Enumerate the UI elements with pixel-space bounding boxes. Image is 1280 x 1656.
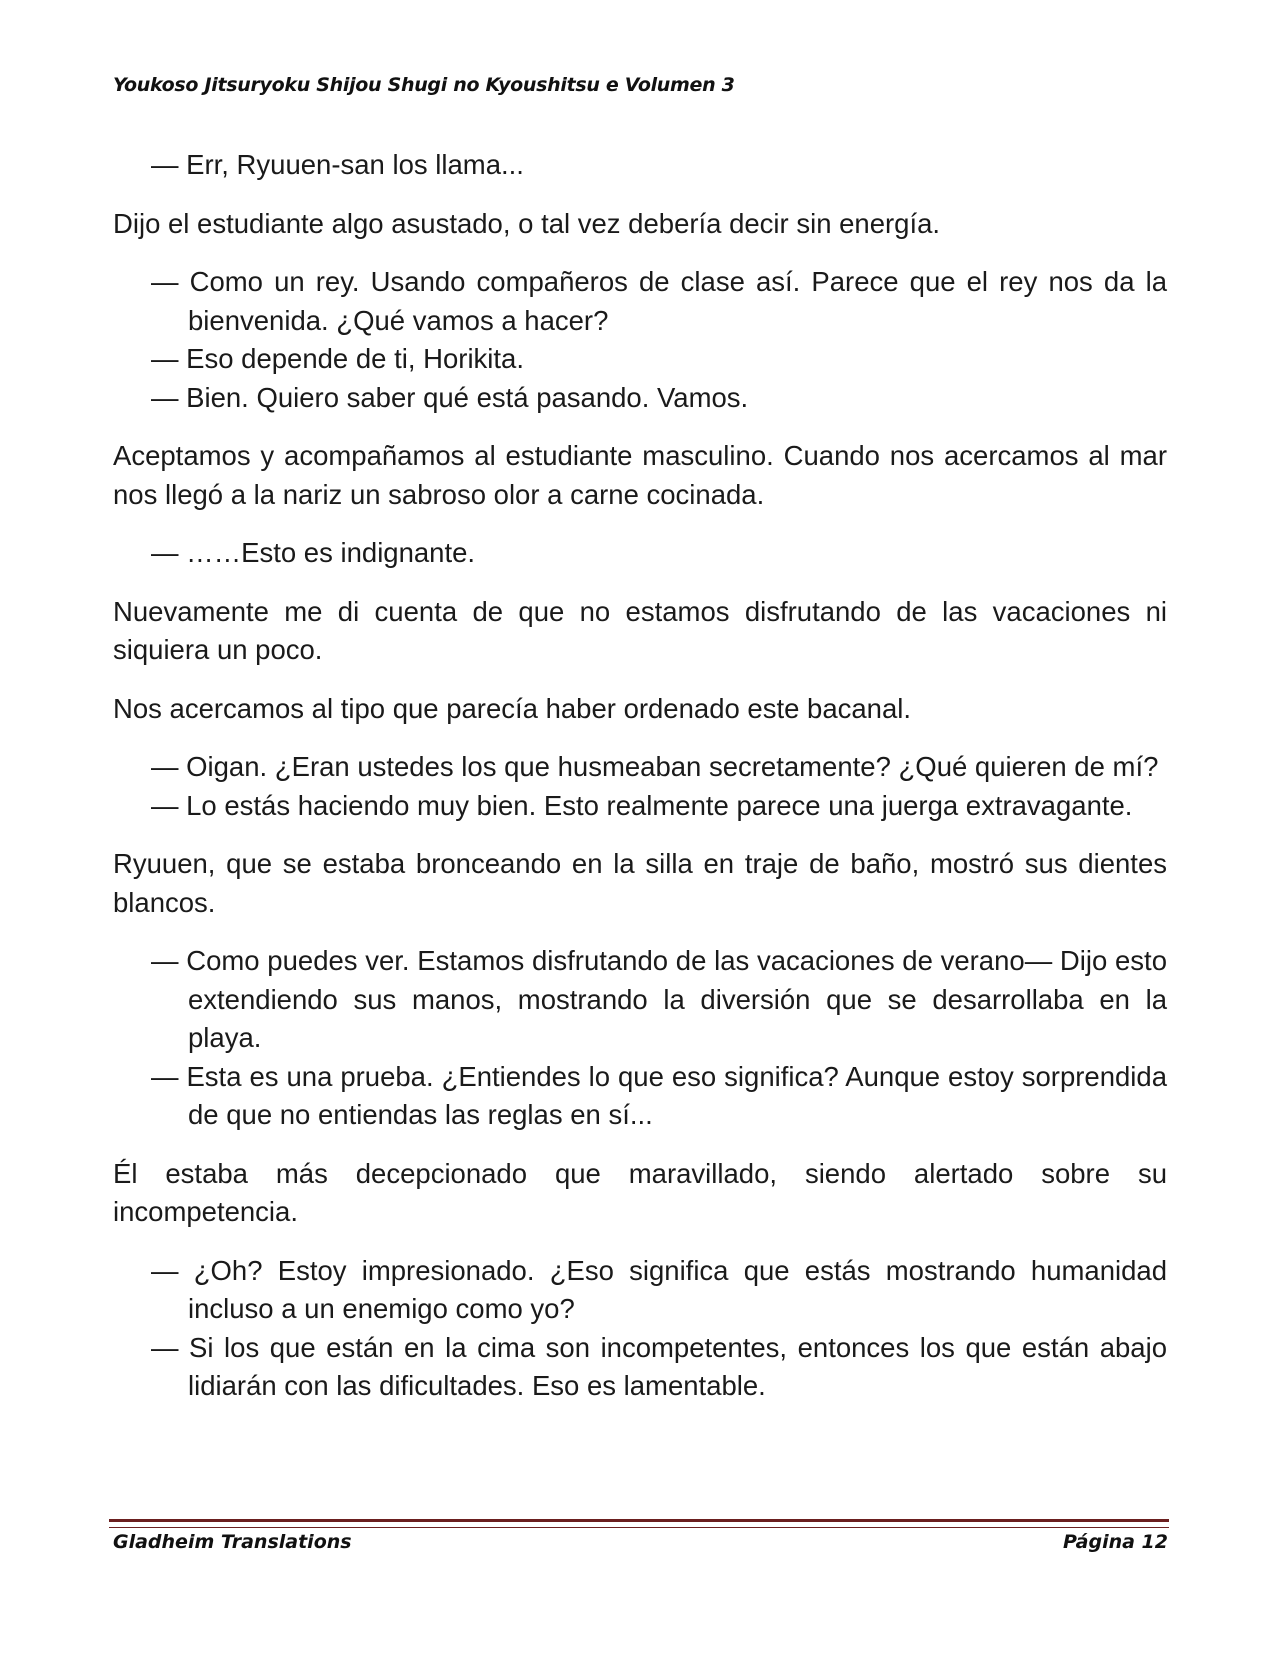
page-number: Página 12 [1062,1531,1168,1553]
dialogue-line: — Esta es una prueba. ¿Entiendes lo que eso significa? Aunque estoy sorprendida de que no entiendas las reglas en sí... [151,1060,1167,1130]
narration-paragraph: Nos acercamos al tipo que parecía haber ordenado este bacanal. [113,692,912,724]
page-body [113,146,1167,1406]
dialogue-line: — Si los que están en la cima son incompetentes, entonces los que están abajo lidiarán con las dificultades. Eso es lamentable. [151,1331,1167,1401]
dialogue-line: — Como puedes ver. Estamos disfrutando de las vacaciones de verano— Dijo esto extendiendo sus manos, mostrando la diversión que se desarrollaba en la playa. [151,945,1167,1053]
footer-credit: Gladheim Translations [113,1531,352,1553]
dialogue-line: — Bien. Quiero saber qué está pasando. Vamos. [151,381,749,413]
narration-paragraph: Ryuuen, que se estaba bronceando en la silla en traje de baño, mostró sus dientes blancos. [113,848,1167,918]
narration-paragraph: Él estaba más decepcionado que maravillado, siendo alertado sobre su incompetencia. [113,1157,1167,1227]
footer-divider [109,1519,1169,1528]
dialogue-line: — Como un rey. Usando compañeros de clase así. Parece que el rey nos da la bienvenida. ¿Qué vamos a hacer? [151,266,1167,336]
dialogue-line: — Lo estás haciendo muy bien. Esto realmente parece una juerga extravagante. [151,789,1133,821]
narration-paragraph: Aceptamos y acompañamos al estudiante masculino. Cuando nos acercamos al mar nos llegó a la nariz un sabroso olor a carne cocinada. [113,440,1167,510]
dialogue-line: — ¿Oh? Estoy impresionado. ¿Eso significa que estás mostrando humanidad incluso a un enemigo como yo? [151,1254,1167,1324]
dialogue-line: — Err, Ryuuen-san los llama... [151,149,524,180]
narration-paragraph: Dijo el estudiante algo asustado, o tal vez debería decir sin energía. [113,207,941,239]
dialogue-line: — Oigan. ¿Eran ustedes los que husmeaban secretamente? ¿Qué quieren de mí? [151,751,1159,782]
dialogue-line: — ……Esto es indignante. [151,537,476,568]
dialogue-line: — Eso depende de ti, Horikita. [151,343,524,374]
narration-paragraph: Nuevamente me di cuenta de que no estamos disfrutando de las vacaciones ni siquiera un poco. [113,595,1167,665]
running-header: Youkoso Jitsuryoku Shijou Shugi no Kyoushitsu e Volumen 3 [113,74,735,96]
